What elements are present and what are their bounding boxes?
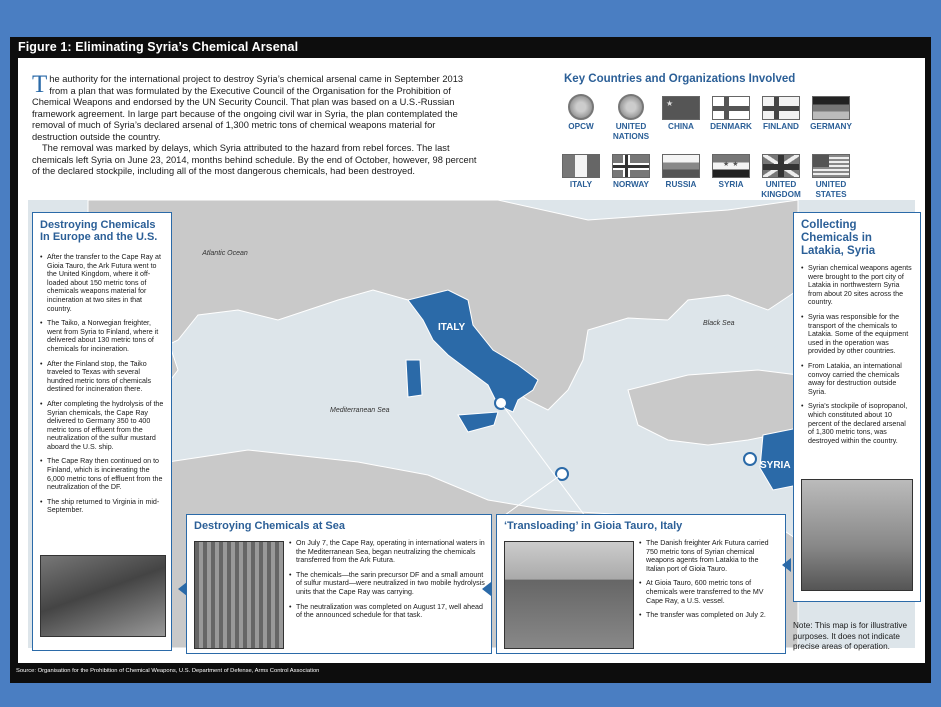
map-note: Note: This map is for illustrative purposes. It does not indicate precise areas of operation. xyxy=(793,621,908,651)
gioia-box-title: ‘Transloading’ in Gioia Tauro, Italy xyxy=(504,520,683,532)
dropcap: T xyxy=(32,71,48,98)
list-item: • The Danish freighter Ark Futura carried 750 metric tons of Syrian chemical weapons agents from Latakia to the Italian port of Gioia Tauro. xyxy=(639,539,779,573)
italy-map-label: ITALY xyxy=(438,322,466,333)
latakia-photo xyxy=(801,479,913,591)
italy-label: ITALY xyxy=(569,180,593,189)
opcw-emblem-icon xyxy=(568,94,594,120)
list-item: • After completing the hydrolysis of the Syrian chemicals, the Cape Ray delivered to Germany 350 to 400 metric tons of effluent from the neutralization of the sulfur mustard aboard the U.S. ship. xyxy=(40,400,164,452)
list-item: • After the transfer to the Cape Ray at Gioia Tauro, the Ark Futura went to the United Kingdom, where it off-loaded about 150 metric tons of chemicals weapons material for incineration at two sites in that country. xyxy=(40,253,164,313)
finland-flag-icon xyxy=(762,96,800,120)
list-item: • Syria was responsible for the transport of the chemicals to Latakia. Some of the equipment used in the operation was provided by other countries. xyxy=(801,313,913,356)
uk-label: UNITED KINGDOM xyxy=(761,180,801,199)
latakia-box-title: Collecting Chemicals in Latakia, Syria xyxy=(801,219,876,257)
key-countries-title: Key Countries and Organizations Involved xyxy=(564,73,796,85)
list-item: • The transfer was completed on July 2. xyxy=(639,611,779,620)
opcw-item xyxy=(556,94,606,132)
intro-text xyxy=(32,71,478,178)
norway-label: NORWAY xyxy=(613,180,649,189)
list-item: • At Gioia Tauro, 600 metric tons of chemicals were transferred to the MV Cape Ray, a U.S. vessel. xyxy=(639,579,779,605)
arrow-left-icon xyxy=(782,558,791,572)
list-item: • On July 7, the Cape Ray, operating in international waters in the Mediterranean Sea, began neutralizing the chemicals transferred from the Ark Futura. xyxy=(289,539,485,565)
intro-paragraph-1: he authority for the international project to destroy Syria’s chemical arsenal came in September 2013 from a plan that was formulated by the Executive Council of the Organisation for the Prohibition of Chemical Weapons and endorsed by the UN Security Council. That plan was based on a U.S.-Russian framework agreement. In large part because of the ongoing civil war in Syria, the plan contemplated the removal of much of Syria’s declared arsenal of 1,300 metric tons of chemical weapons material for destruction outside the country. xyxy=(32,74,464,142)
denmark-flag-icon xyxy=(712,96,750,120)
uk-item xyxy=(756,154,806,199)
latakia-box xyxy=(793,212,921,602)
norway-item xyxy=(606,154,656,190)
china-flag-icon: ★ xyxy=(662,96,700,120)
sea-box-list xyxy=(289,539,485,626)
italy-flag-icon xyxy=(562,154,600,178)
syria-item xyxy=(706,154,756,190)
list-item: • After the Finland stop, the Taiko traveled to Texas with several hundred metric tons of chemicals destined for incineration there. xyxy=(40,360,164,394)
gioia-photo xyxy=(504,541,634,649)
arrow-left-icon xyxy=(178,582,187,596)
latakia-box-list xyxy=(801,264,913,445)
russia-flag-icon xyxy=(662,154,700,178)
us-label: UNITED STATES xyxy=(815,180,847,199)
europe-box-list xyxy=(40,253,164,515)
black-sea-label: Black Sea xyxy=(703,320,735,327)
germany-label: GERMANY xyxy=(810,122,852,131)
mediterranean-label: Mediterranean Sea xyxy=(330,407,390,414)
list-item: • From Latakia, an international convoy carried the chemicals away for destruction outside Syria. xyxy=(801,362,913,396)
arrow-left-icon xyxy=(482,582,491,596)
source-line: Source: Organisation for the Prohibition of Chemical Weapons, U.S. Department of Defense, Arms Control Association xyxy=(16,668,320,674)
italy-item xyxy=(556,154,606,190)
un-label: UNITED NATIONS xyxy=(612,122,650,141)
russia-item xyxy=(656,154,706,190)
china-label: CHINA xyxy=(668,122,694,131)
us-item xyxy=(806,154,856,199)
sea-photo xyxy=(194,541,284,649)
finland-item xyxy=(756,96,806,132)
figure-panel xyxy=(18,58,925,663)
sea-box-title: Destroying Chemicals at Sea xyxy=(194,520,346,532)
gioia-box-list xyxy=(639,539,779,626)
figure-title: Figure 1: Eliminating Syria’s Chemical Arsenal xyxy=(18,40,299,54)
europe-photo xyxy=(40,555,166,637)
syria-label: SYRIA xyxy=(718,180,744,189)
us-flag-icon xyxy=(812,154,850,178)
list-item: • Syrian chemical weapons agents were brought to the port city of Latakia in northwestern Syria from about 20 sites across the country. xyxy=(801,264,913,307)
norway-flag-icon xyxy=(612,154,650,178)
gioia-box xyxy=(496,514,786,654)
syria-flag-icon: ★★ xyxy=(712,154,750,178)
un-emblem-icon xyxy=(618,94,644,120)
finland-label: FINLAND xyxy=(763,122,799,131)
list-item: • The ship returned to Virginia in mid-September. xyxy=(40,498,164,515)
un-item xyxy=(606,94,656,141)
syria-map-label: SYRIA xyxy=(760,460,791,471)
sardinia-landmass xyxy=(406,360,422,397)
list-item: • The Cape Ray then continued on to Finland, which is incinerating the 6,000 metric tons of effluent from the neutralization of the DF. xyxy=(40,457,164,491)
uk-flag-icon xyxy=(762,154,800,178)
sea-box xyxy=(186,514,492,654)
opcw-label: OPCW xyxy=(568,122,594,131)
china-item xyxy=(656,96,706,132)
intro-paragraph-2: The removal was marked by delays, which Syria attributed to the hazard from rebel forces. The last chemicals left Syria on June 23, 2014, months behind schedule. By the end of October, however, 98 percent of the declared stockpile, including all of the most dangerous chemicals, had been destroyed. xyxy=(32,143,477,176)
list-item: • The neutralization was completed on August 17, well ahead of the announced schedule for that task. xyxy=(289,603,485,620)
germany-item xyxy=(806,96,856,132)
atlantic-label: Atlantic Ocean xyxy=(202,250,248,257)
europe-box xyxy=(32,212,172,651)
denmark-item xyxy=(706,96,756,132)
latakia-marker xyxy=(744,453,756,465)
germany-flag-icon xyxy=(812,96,850,120)
denmark-label: DENMARK xyxy=(710,122,752,131)
russia-label: RUSSIA xyxy=(665,180,697,189)
list-item: • The chemicals—the sarin precursor DF and a small amount of sulfur mustard—were neutralized in two mobile hydrolysis units that the Cape Ray was carrying. xyxy=(289,571,485,597)
europe-box-title: Destroying Chemicals In Europe and the U.S. xyxy=(40,219,158,243)
list-item: • Syria’s stockpile of isopropanol, which constituted about 10 percent of the declared arsenal of 1,300 metric tons, was destroyed within the country. xyxy=(801,402,913,445)
list-item: • The Taiko, a Norwegian freighter, went from Syria to Finland, where it delivered about 130 metric tons of chemicals for incineration. xyxy=(40,319,164,353)
